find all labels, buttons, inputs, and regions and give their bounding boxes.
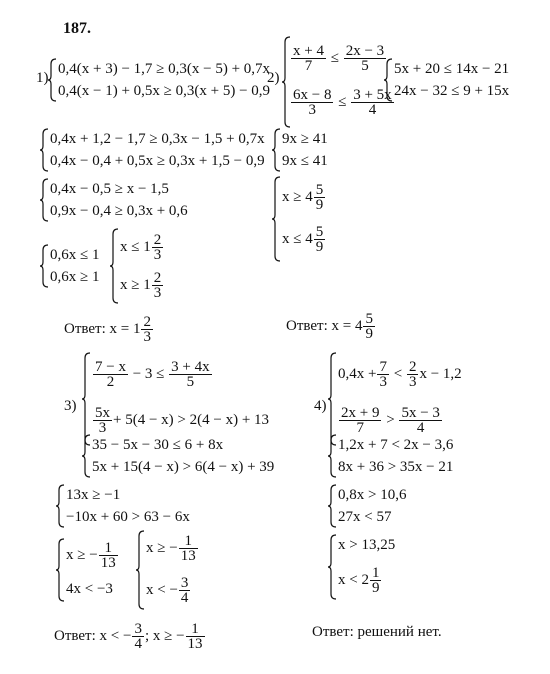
frac-den: 4	[180, 590, 189, 607]
system-2c	[272, 128, 352, 172]
frac-num: 2	[408, 359, 417, 376]
frac-den: 4	[368, 102, 377, 119]
frac-den: 9	[315, 239, 324, 256]
frac-den: 2	[106, 374, 115, 391]
ineq-2d-2	[282, 220, 326, 258]
frac-den: 13	[100, 555, 116, 572]
system-4c	[328, 484, 428, 528]
ineq-1d-1: 0,6x ≤ 1	[50, 247, 100, 263]
frac-den: 7	[356, 420, 364, 437]
ineq-4a-1-rest: x − 1,2	[419, 366, 462, 382]
ineq-1d-2: 0,6x ≥ 1	[50, 269, 100, 285]
ineq-4a-2-sign: >	[386, 412, 395, 428]
frac-num: 5	[315, 182, 324, 199]
brace-icon	[56, 484, 64, 528]
frac-num: 2x + 9	[341, 405, 380, 422]
answer-4-prefix: Ответ:	[312, 624, 354, 640]
brace-icon	[384, 58, 392, 102]
ineq-4d-1: x > 13,25	[338, 537, 396, 553]
system-3e	[136, 530, 226, 610]
frac-num: 5	[365, 311, 373, 328]
system-2b	[384, 58, 544, 102]
frac-den: 13	[180, 548, 196, 565]
ineq-3e-1	[146, 530, 199, 566]
brace-icon	[82, 434, 90, 478]
ineq-1e-1-lhs: x ≤ 1	[120, 239, 151, 255]
ineq-3e-2	[146, 572, 191, 608]
ineq-2b-2: 24x − 32 ≤ 9 + 15x	[394, 83, 510, 99]
frac-den: 13	[187, 636, 203, 653]
frac-den: 9	[371, 580, 380, 597]
frac-num: 2	[153, 270, 162, 287]
frac-num: 6x − 8	[293, 87, 332, 104]
frac-num: 3 + 4x	[171, 359, 210, 376]
system-4b	[328, 434, 508, 478]
frac-num: 3	[134, 621, 142, 638]
ineq-4a-1-sign: <	[393, 366, 403, 382]
ineq-3c-1: 13x ≥ −1	[66, 487, 121, 503]
ineq-2a-2	[290, 82, 395, 122]
problem-number: 187.	[63, 20, 91, 37]
ineq-3a-2-rest: + 5(4 − x) > 2(4 − x) + 13	[113, 412, 270, 428]
brace-icon	[328, 534, 336, 600]
ineq-2a-1-sign: ≤	[330, 50, 339, 66]
ineq-1e-2	[120, 268, 164, 302]
ineq-2a-2-sign: ≤	[338, 94, 347, 110]
brace-icon	[136, 530, 144, 610]
frac-den: 5	[186, 374, 195, 391]
system-2a	[282, 36, 392, 128]
frac-num: 1	[371, 565, 380, 582]
frac-den: 3	[98, 420, 107, 437]
ineq-2c-1: 9x ≥ 41	[282, 131, 328, 147]
frac-num: 7 − x	[95, 359, 126, 376]
answer-2	[286, 308, 376, 344]
brace-icon	[328, 352, 336, 446]
ineq-1e-2-lhs: x ≥ 1	[120, 277, 151, 293]
system-2d	[272, 176, 352, 262]
ineq-3d-2: 4x < −3	[66, 581, 113, 597]
problem-2-label: 2)	[267, 70, 280, 86]
brace-icon	[82, 352, 90, 446]
ineq-1a-2: 0,4(x − 1) + 0,5x ≥ 0,3(x + 5) − 0,9	[58, 83, 271, 99]
frac-den: 3	[379, 374, 387, 391]
problem-3-label: 3)	[64, 398, 77, 414]
brace-icon	[328, 484, 336, 528]
frac-num: 1	[179, 534, 198, 549]
answer-3	[54, 618, 206, 654]
ineq-3b-2: 5x + 15(4 − x) > 6(4 − x) + 39	[92, 459, 275, 475]
system-1b	[40, 128, 280, 172]
ineq-1a-1: 0,4(x + 3) − 1,7 ≥ 0,3(x − 5) + 0,7x	[58, 61, 271, 77]
ineq-2d-1-lhs: x ≥ 4	[282, 189, 313, 205]
answer-3-prefix: Ответ:	[54, 628, 96, 644]
system-4a	[328, 352, 538, 446]
answer-1-value: x = 1	[109, 321, 141, 337]
answer-2-prefix: Ответ:	[286, 318, 328, 334]
frac-den: 3	[143, 329, 151, 346]
ineq-4b-2: 8x + 36 > 35x − 21	[338, 459, 454, 475]
answer-4-value: решений нет.	[357, 624, 442, 640]
frac-num: 5x	[95, 405, 110, 422]
ineq-3d-1-lhs: x ≥ −	[66, 547, 98, 563]
answer-3-part-b: ; x ≥ −	[144, 628, 185, 644]
ineq-3a-1-mid: − 3 ≤	[132, 366, 165, 382]
ineq-4d-2-lhs: x < 2	[338, 572, 369, 588]
answer-1-prefix: Ответ:	[64, 321, 106, 337]
ineq-2a-1	[290, 38, 387, 78]
problem-4-label: 4)	[314, 398, 327, 414]
brace-icon	[40, 128, 48, 172]
system-1a	[48, 58, 271, 102]
brace-icon	[40, 178, 48, 222]
ineq-3c-2: −10x + 60 > 63 − 6x	[66, 509, 190, 525]
system-1e	[110, 228, 190, 304]
frac-den: 4	[416, 420, 425, 437]
system-1d	[40, 244, 110, 288]
ineq-3e-1-lhs: x ≥ −	[146, 540, 178, 556]
system-1c	[40, 178, 200, 222]
system-3b	[82, 434, 312, 478]
answer-2-value: x = 4	[331, 318, 363, 334]
frac-den: 5	[361, 58, 369, 75]
frac-den: 3	[153, 285, 162, 302]
frac-num: 5	[315, 224, 324, 241]
system-3d	[56, 538, 136, 602]
system-3c	[56, 484, 216, 528]
brace-icon	[272, 128, 280, 172]
frac-num: 3 + 5x	[353, 87, 392, 104]
frac-den: 9	[315, 197, 324, 214]
frac-den: 7	[304, 58, 313, 75]
ineq-4a-1	[338, 354, 462, 394]
frac-num: 2	[153, 232, 162, 249]
ineq-1b-2: 0,4x − 0,4 + 0,5x ≥ 0,3x + 1,5 − 0,9	[50, 153, 265, 169]
frac-den: 4	[134, 636, 142, 653]
frac-den: 3	[408, 374, 417, 391]
ineq-1c-1: 0,4x − 0,5 ≥ x − 1,5	[50, 181, 169, 197]
ineq-1c-2: 0,9x − 0,4 ≥ 0,3x + 0,6	[50, 203, 188, 219]
answer-4	[312, 624, 442, 641]
ineq-4c-2: 27x < 57	[338, 509, 392, 525]
frac-den: 3	[308, 102, 316, 119]
frac-num: 2	[143, 314, 151, 331]
ineq-4a-1-lhs: 0,4x +	[338, 366, 377, 382]
ineq-1e-1	[120, 230, 164, 264]
frac-num: 1	[99, 541, 118, 556]
ineq-4c-1: 0,8x > 10,6	[338, 487, 407, 503]
answer-3-part-a: x < −	[99, 628, 132, 644]
frac-num: 1	[186, 622, 205, 637]
ineq-2c-2: 9x ≤ 41	[282, 153, 328, 169]
ineq-2d-1	[282, 178, 326, 216]
ineq-2d-2-lhs: x ≤ 4	[282, 231, 313, 247]
ineq-3d-1	[66, 538, 119, 572]
frac-den: 3	[153, 247, 162, 264]
system-4d	[328, 534, 428, 600]
ineq-4d-2	[338, 562, 382, 598]
brace-icon	[282, 36, 290, 128]
ineq-3e-2-lhs: x < −	[146, 582, 178, 598]
ineq-4b-1: 1,2x + 7 < 2x − 3,6	[338, 437, 454, 453]
ineq-3a-1	[92, 354, 213, 394]
brace-icon	[40, 244, 48, 288]
problem-1-label: 1)	[36, 70, 49, 86]
brace-icon	[328, 434, 336, 478]
brace-icon	[272, 176, 280, 262]
ineq-2b-1: 5x + 20 ≤ 14x − 21	[394, 61, 510, 77]
frac-num: 2x − 3	[345, 43, 385, 60]
frac-num: 3	[180, 575, 189, 592]
answer-1	[64, 312, 154, 346]
brace-icon	[48, 58, 56, 102]
frac-num: 7	[379, 359, 387, 376]
ineq-3b-1: 35 − 5x − 30 ≤ 6 + 8x	[92, 437, 224, 453]
system-3a	[82, 352, 302, 446]
frac-num: x + 4	[293, 43, 324, 60]
brace-icon	[56, 538, 64, 602]
frac-num: 5x − 3	[401, 405, 440, 422]
frac-den: 9	[365, 326, 373, 343]
ineq-1b-1: 0,4x + 1,2 − 1,7 ≥ 0,3x − 1,5 + 0,7x	[50, 131, 265, 147]
brace-icon	[110, 228, 118, 304]
